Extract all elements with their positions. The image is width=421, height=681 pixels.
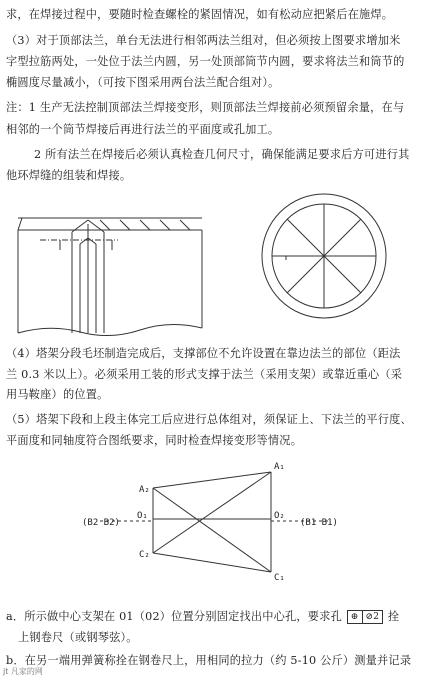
paragraph-6: 相邻的一个筒节焊接后再进行法兰的平面度或孔加工。 xyxy=(6,123,280,136)
paragraph-11: 用马鞍座）的位置。 xyxy=(6,388,109,401)
paragraph-1: 求，在焊接过程中，要随时检查螺栓的紧固情况，如有松动应把紧后在施焊。 xyxy=(6,8,394,21)
label-o2: O₂ xyxy=(274,511,285,521)
label-b1b1: (B1 B1) xyxy=(300,518,338,528)
tolerance-value: ⊘2 xyxy=(365,612,380,622)
paragraph-10: 兰 0.3 米以上）。必须采用工装的形式支撑于法兰（采用支架）或靠近重心（采 xyxy=(6,368,403,381)
note-b: b．在另一端用弹簧称拴在钢卷尺上，用相同的拉力（约 5-10 公斤）测量并记录 xyxy=(6,654,412,667)
paragraph-9: （4）塔架分段毛坯制造完成后，支撑部位不允许设置在靠边法兰的部位（距法 xyxy=(6,347,401,360)
paragraph-7: 2 所有法兰在焊接后必须认真检查几何尺寸，确保能满足要求后方可进行其 xyxy=(34,148,410,161)
paragraph-12: （5）塔架下段和上段主体完工后应进行总体组对，须保证上、下法兰的平行度、 xyxy=(6,413,412,426)
note-a-text: a．所示做中心支架在 01（02）位置分别固定找出中心孔，要求孔 xyxy=(6,610,342,623)
paragraph-8: 他环焊缝的组装和焊接。 xyxy=(6,169,132,182)
paragraph-13: 平面度和同轴度符合图纸要求，同时检查焊接变形等情况。 xyxy=(6,434,303,447)
paragraph-4: 椭圆度尽量减小，（可按下图采用两台法兰配合组对）。 xyxy=(6,76,280,89)
paragraph-2: （3）对于顶部法兰，单台无法进行相邻两法兰组对，但必须按上图要求增加米 xyxy=(6,34,401,47)
position-symbol-icon: ⊕ xyxy=(351,611,363,623)
ring-diagram xyxy=(262,194,386,318)
label-c2: C₂ xyxy=(139,550,150,560)
paragraph-5: 注：1 生产无法控制顶部法兰焊接变形，则顶部法兰焊接前必须预留余量，在与 xyxy=(6,101,405,114)
tolerance-frame xyxy=(347,610,383,624)
label-a1: A₁ xyxy=(274,462,285,472)
note-a-tail: 拴 xyxy=(387,610,400,623)
label-b2b2: (B2 B2) xyxy=(82,518,120,528)
note-a-line2: 上钢卷尺（或钢琴弦）。 xyxy=(18,631,138,644)
watermark: jt 凡家的网 xyxy=(3,667,43,676)
note-a xyxy=(6,610,416,624)
paragraph-3: 字型拉筋两处，一处位于法兰内圆，另一处顶部筒节内圆，要求将法兰和筒节的 xyxy=(6,55,405,68)
label-c1: C₁ xyxy=(274,573,285,583)
label-a2: A₂ xyxy=(139,485,150,495)
label-o1: O₁ xyxy=(137,511,148,521)
